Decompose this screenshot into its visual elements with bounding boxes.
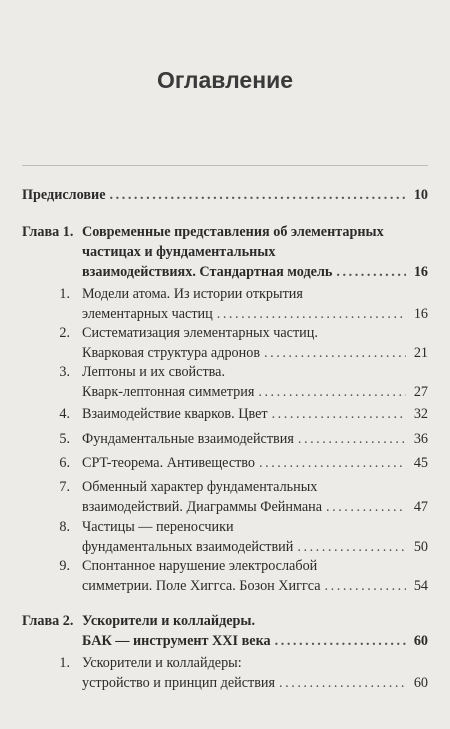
section-title-line: CPT-теорема. Антивещество <box>82 455 256 471</box>
dot-leader <box>258 381 406 403</box>
chapter-title-line: Современные представления об элементарных <box>82 224 384 240</box>
section-title-line: Обменный характер фундаментальных <box>82 479 318 495</box>
section-title-line: фундаментальных взаимодействий <box>82 539 294 555</box>
divider <box>22 165 428 166</box>
section-title-line: Частицы — переносчики <box>82 519 234 535</box>
section-number: 1. <box>59 655 70 671</box>
page-number: 50 <box>413 539 428 555</box>
section-number: 7. <box>59 479 70 495</box>
page-title: Оглавление <box>156 67 294 93</box>
page-number: 32 <box>413 406 428 422</box>
toc-section[interactable] <box>44 452 428 474</box>
section-title-line: Кварковая структура адронов <box>82 345 261 361</box>
section-title-line: Спонтанное нарушение электрослабой <box>82 558 318 574</box>
section-last-line <box>82 381 428 403</box>
dot-leader <box>275 630 406 652</box>
section-title-line: Ускорители и коллайдеры: <box>82 655 242 671</box>
section-last-line <box>82 496 428 518</box>
section-title-line: элементарных частиц <box>82 306 213 322</box>
section-title-line: Модели атома. Из истории открытия <box>82 286 303 302</box>
dot-leader <box>298 428 406 450</box>
dot-leader <box>110 184 406 206</box>
page-number: 21 <box>413 345 428 361</box>
chapter-label: Глава 2. <box>22 613 74 629</box>
dot-leader <box>279 672 406 694</box>
section-title-line: Кварк-лептонная симметрия <box>82 384 255 400</box>
chapter-title-line: Ускорители и коллайдеры. <box>82 613 256 629</box>
page-number: 27 <box>413 384 428 400</box>
page-number: 47 <box>413 499 428 515</box>
section-title-line: Фундаментальные взаимодействия <box>82 431 294 447</box>
chapter-title-line: частицах и фундаментальных <box>82 244 276 260</box>
page-number: 36 <box>413 431 428 447</box>
section-title-line: Лептоны и их свойства. <box>82 364 226 380</box>
toc-entry-preface[interactable] <box>22 184 428 206</box>
section-title-line: Систематизация элементарных частиц. <box>82 325 318 341</box>
section-number: 3. <box>59 364 70 380</box>
section-title-line: симметрии. Поле Хиггса. Бозон Хиггса <box>82 578 321 594</box>
section-last-line <box>82 672 428 694</box>
section-number: 4. <box>59 406 70 422</box>
dot-leader <box>259 452 406 474</box>
dot-leader <box>325 575 406 597</box>
section-title-line: взаимодействий. Диаграммы Фейнмана <box>82 499 323 515</box>
page-number: 60 <box>413 675 428 691</box>
dot-leader <box>264 342 406 364</box>
section-title-line: Взаимодействие кварков. Цвет <box>82 406 268 422</box>
page-number: 16 <box>413 264 428 280</box>
dot-leader <box>272 403 406 425</box>
dot-leader <box>326 496 406 518</box>
chapter-title-last-line <box>82 261 428 283</box>
section-number: 5. <box>59 431 70 447</box>
section-number: 1. <box>59 286 70 302</box>
section-last-line <box>82 575 428 597</box>
section-number: 9. <box>59 558 70 574</box>
page-number: 60 <box>413 633 428 649</box>
page-number: 54 <box>413 578 428 594</box>
chapter-title-last-line <box>82 630 428 652</box>
section-number: 8. <box>59 519 70 535</box>
toc-section[interactable] <box>44 428 428 450</box>
page-number: 16 <box>413 306 428 322</box>
chapter-label: Глава 1. <box>22 224 74 240</box>
dot-leader <box>336 261 406 283</box>
page-number: 45 <box>413 455 428 471</box>
section-number: 6. <box>59 455 70 471</box>
toc-section[interactable] <box>44 403 428 425</box>
chapter-title-line: взаимодействиях. Стандартная модель <box>82 264 333 280</box>
section-number: 2. <box>59 325 70 341</box>
section-title-line: устройство и принцип действия <box>82 675 276 691</box>
page-number: 10 <box>413 187 428 203</box>
entry-title: Предисловие <box>22 187 106 203</box>
chapter-title-line: БАК — инструмент XXI века <box>82 633 271 649</box>
